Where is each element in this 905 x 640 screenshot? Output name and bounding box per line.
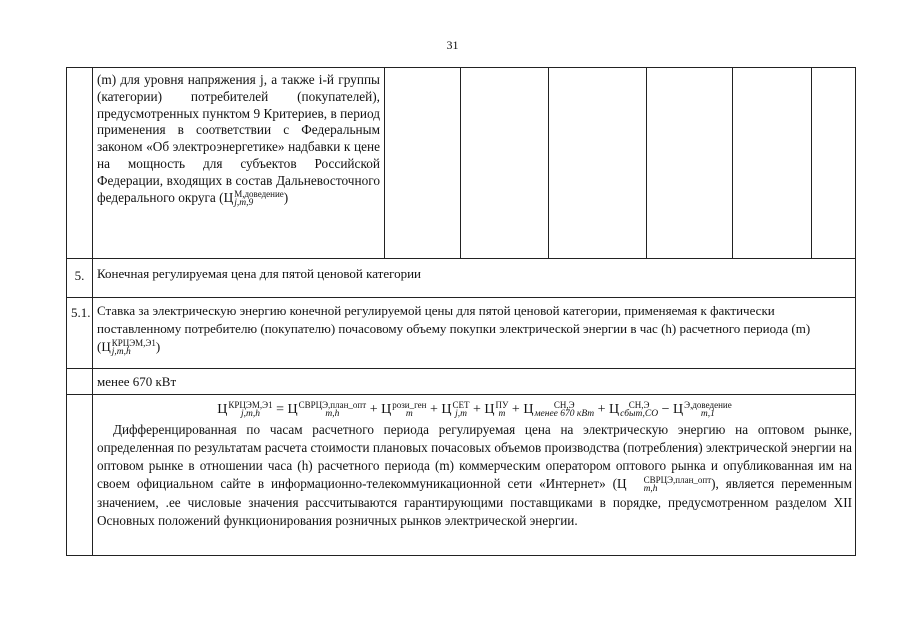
symbol-price-mdovedenie: (Ц М,доведение j,m,9 ) xyxy=(219,188,289,208)
cell-empty-4 xyxy=(647,68,733,259)
cell-empty-3 xyxy=(549,68,647,259)
cell-empty-5 xyxy=(733,68,812,259)
cell-empty-2 xyxy=(461,68,549,259)
cell-empty-1 xyxy=(385,68,461,259)
table-row-5-1 xyxy=(67,298,856,369)
row-5-number: 5. xyxy=(67,259,93,298)
formula-term-7: Ц Э,доведение m,1 xyxy=(673,400,732,419)
formula-term-3: Ц СЕТ j,m xyxy=(441,400,470,419)
symbol-price-krcem: (Ц КРЦЭМ,Э1 j,m,h ) xyxy=(97,338,161,358)
formula-operator: + xyxy=(469,402,485,418)
formula-operator: + xyxy=(426,402,442,418)
row-less-670-label: менее 670 кВт xyxy=(93,369,856,395)
row-5-title: Конечная регулируемая цена для пятой ценовой категории xyxy=(93,259,856,298)
formula-operator: − xyxy=(658,402,674,418)
page-number: 31 xyxy=(446,38,459,52)
formula-operator: + xyxy=(366,402,382,418)
formula-term-4: Ц ПУ m xyxy=(484,400,509,419)
cell-number-empty-3 xyxy=(67,395,93,556)
formula-operator: + xyxy=(508,402,524,418)
formula-term-5: Ц СН,Э менее 670 кВт xyxy=(523,400,595,419)
row-5-1-description: Ставка за электрическую энергию конечной регулируемой цены для пятой ценовой категории, применяемая к фактически поставленному потребителю (покупателю) почасовому объему покупки электрической энергии в час (h) расчетного периода (m) (Ц КРЦЭМ,Э1 j,m,h ) xyxy=(93,298,856,369)
cell-empty-6 xyxy=(812,68,856,259)
price-formula xyxy=(97,401,852,419)
formula-cell xyxy=(93,395,856,556)
row-5-1-number: 5.1. xyxy=(67,298,93,369)
cell-description-continuation xyxy=(93,68,385,259)
tariff-table xyxy=(66,67,856,556)
cell-number-empty xyxy=(67,68,93,259)
continuation-text: (m) для уровня напряжения j, а также i-й группы (категории) потребителей (покупателей), предусмотренных пунктом 9 Критериев, в период применения в соответствии с Федеральным законом «Об электроэнергетике» надбавки к цене на мощность для субъектов Российской Федерации, входящих в состав Дальневосточного федерального округа xyxy=(97,72,380,205)
table-row-formula xyxy=(67,395,856,556)
formula-term-1: Ц СВРЦЭ,план_опт m,h xyxy=(287,400,367,419)
formula-term-6: Ц СН,Э сбыт,СО xyxy=(609,400,659,419)
symbol-price-svrce: (Ц СВРЦЭ,план_опт m,h ), xyxy=(612,474,719,494)
formula-description: Дифференцированная по часам расчетного периода регулируемая цена на электрическую энергию на оптовом рынке, определенная по результатам расчета стоимости плановых почасовых объемов производства (потребления) электрической энергии на оптовом рынке в отношении часа (h) расчетного периода (m) коммерческим оператором оптового рынка и опубликованная им на своем официальном сайте в информационно-телекоммуникационной сети «Интернет» (Ц СВРЦЭ,план_опт m,h ), является переменным значением, .ее числовые значения рассчитываются гарантирующими поставщиками в порядке, предусмотренном разделом XII Основных положений функционирования розничных рынков электрической энергии. xyxy=(97,422,852,528)
cell-number-empty-2 xyxy=(67,369,93,395)
table-row-less-670 xyxy=(67,369,856,395)
formula-lhs: Ц КРЦЭМ,Э1 j,m,h xyxy=(217,400,273,419)
formula-equals: = xyxy=(272,402,288,418)
formula-operator: + xyxy=(594,402,610,418)
formula-term-2: Ц рози_ген m xyxy=(381,400,427,419)
table-row-continuation xyxy=(67,68,856,259)
table-row-5 xyxy=(67,259,856,298)
